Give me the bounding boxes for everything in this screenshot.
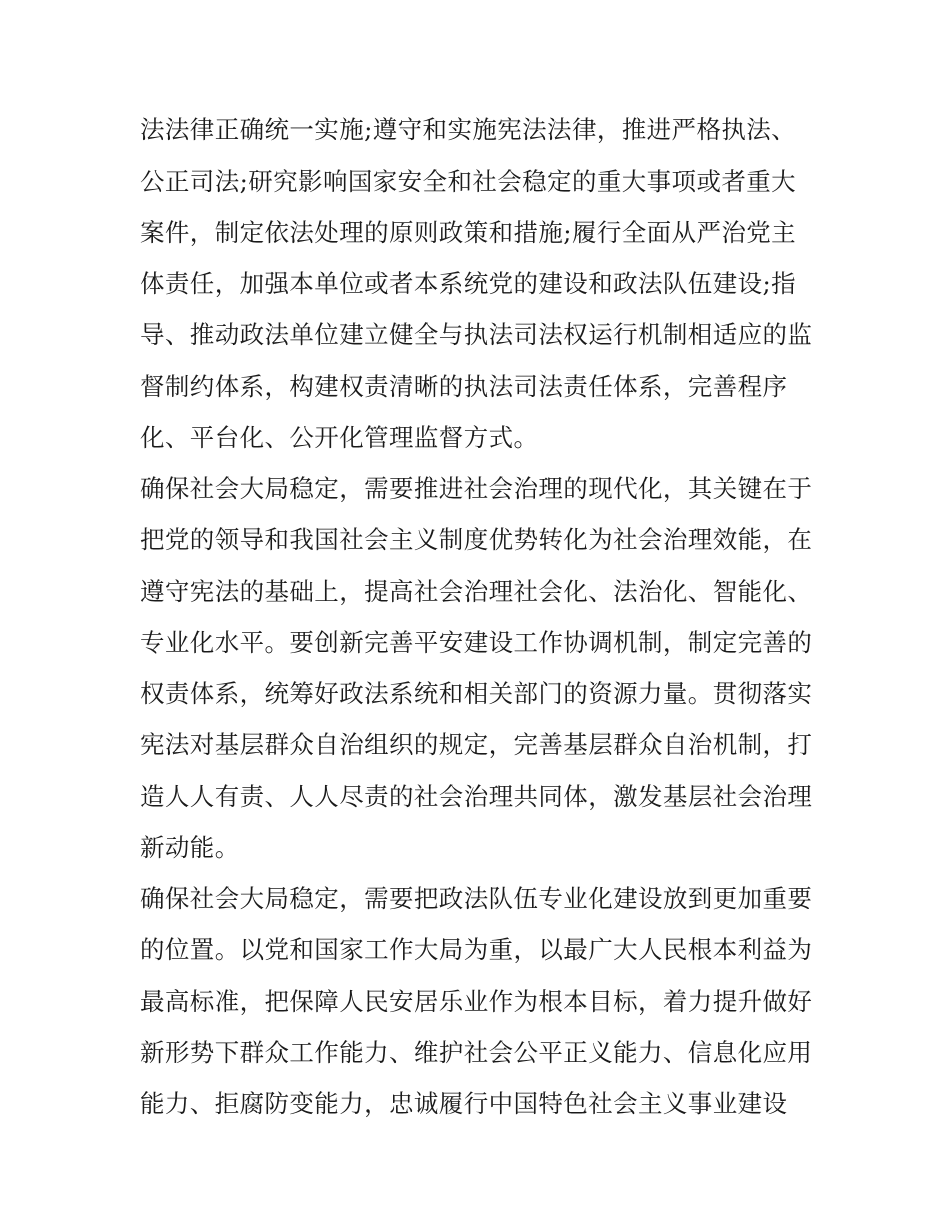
text-line: 能力、拒腐防变能力，忠诚履行中国特色社会主义事业建设 [140, 1089, 788, 1118]
text-line: 体责任，加强本单位或者本系统党的建设和政法队伍建设;指 [140, 269, 797, 298]
text-line: 确保社会大局稳定，需要把政法队伍专业化建设放到更加重要 [140, 884, 813, 913]
text-line: 化、平台化、公开化管理监督方式。 [140, 423, 539, 452]
text-line: 确保社会大局稳定，需要推进社会治理的现代化，其关键在于 [140, 474, 813, 503]
text-line: 权责体系，统筹好政法系统和相关部门的资源力量。贯彻落实 [140, 679, 813, 708]
text-line: 宪法对基层群众自治组织的规定，完善基层群众自治机制，打 [140, 730, 813, 759]
text-line: 的位置。以党和国家工作大局为重，以最广大人民根本利益为 [140, 935, 813, 964]
text-line: 新形势下群众工作能力、维护社会公平正义能力、信息化应用 [140, 1038, 813, 1067]
text-line: 造人人有责、人人尽责的社会治理共同体，激发基层社会治理 [140, 782, 813, 811]
text-line: 新动能。 [140, 833, 240, 862]
text-line: 遵守宪法的基础上，提高社会治理社会化、法治化、智能化、 [140, 577, 813, 606]
text-line: 把党的领导和我国社会主义制度优势转化为社会治理效能，在 [140, 525, 813, 554]
text-line: 最高标准，把保障人民安居乐业作为根本目标，着力提升做好 [140, 987, 813, 1016]
text-line: 督制约体系，构建权责清晰的执法司法责任体系，完善程序 [140, 372, 788, 401]
text-line: 专业化水平。要创新完善平安建设工作协调机制，制定完善的 [140, 628, 813, 657]
text-line: 公正司法;研究影响国家安全和社会稳定的重大事项或者重大 [140, 167, 797, 196]
text-line: 法法律正确统一实施;遵守和实施宪法法律，推进严格执法、 [140, 115, 797, 144]
text-line: 导、推动政法单位建立健全与执法司法权运行机制相适应的监 [140, 320, 813, 349]
text-line: 案件，制定依法处理的原则政策和措施;履行全面从严治党主 [140, 218, 797, 247]
